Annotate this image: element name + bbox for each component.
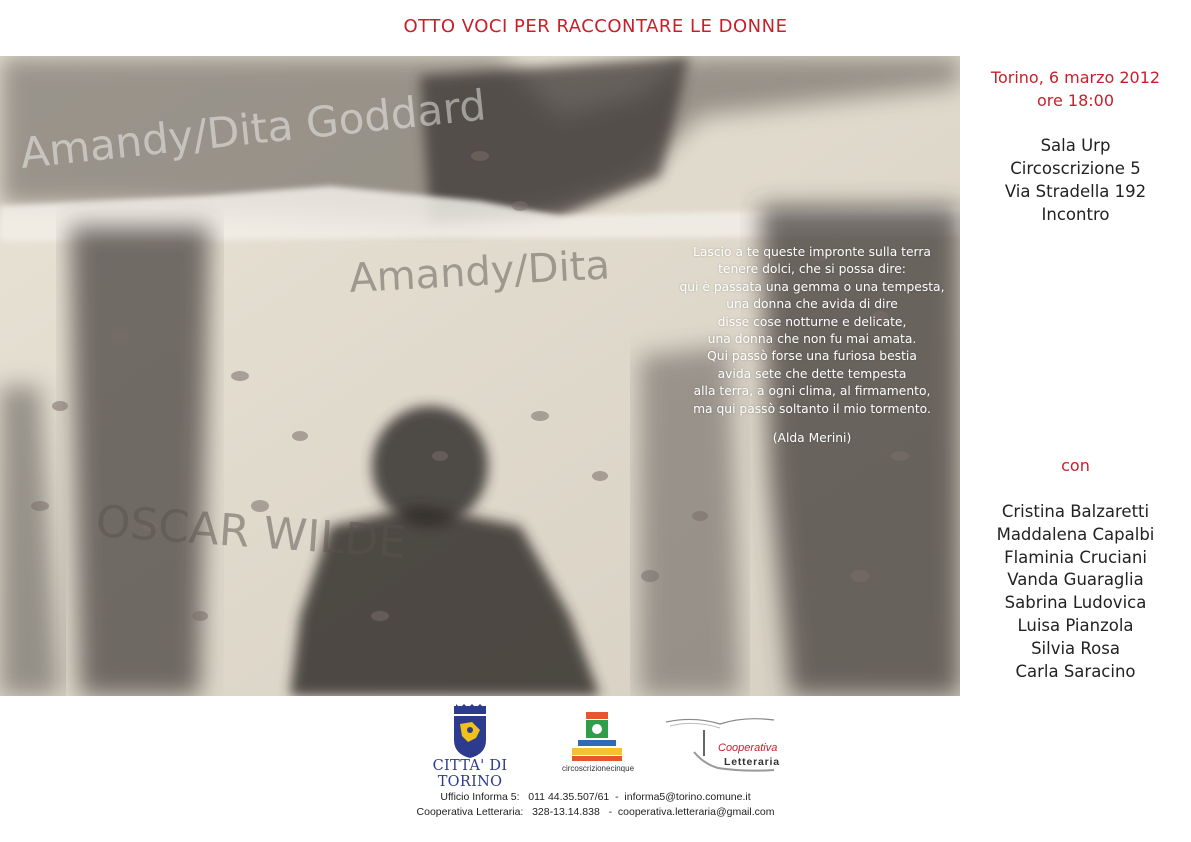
torino-label: CITTA' DI TORINO [432,758,508,790]
poem-line: Qui passò forse una furiosa bestia [707,349,917,364]
graffiti-text: Amandy/Dita [348,242,612,302]
poem [672,244,952,447]
cooperativa-logo [664,712,784,776]
wall-photo [0,56,960,696]
circoscrizione-logo [560,710,636,776]
event-date: Torino, 6 marzo 2012 [990,68,1161,87]
venue-line: Circoscrizione 5 [1010,159,1141,178]
event-venue [960,134,1191,226]
letteraria-label: Letteraria [724,756,780,768]
participants-label: con [1061,456,1090,475]
participant-name: Maddalena Capalbi [996,524,1155,544]
contact-line: Cooperativa Letteraria: 328-13.14.838 - cooperativa.letteraria@gmail.com [416,806,775,818]
participant-name: Silvia Rosa [1031,638,1120,658]
event-time: ore 18:00 [1036,91,1115,110]
contact-info [0,790,1191,820]
participant-name: Flaminia Cruciani [1004,547,1147,567]
contact-line: Ufficio Informa 5: 011 44.35.507/61 - informa5@torino.comune.it [440,791,751,803]
poem-line: tenere dolci, che si possa dire: [718,262,906,277]
poem-line: ma qui passò soltanto il mio tormento. [693,401,931,416]
participant-name: Vanda Guaraglia [1007,570,1144,590]
sponsor-logos [0,704,1191,790]
poster-title: OTTO VOCI PER RACCONTARE LE DONNE [403,16,788,37]
participants-list [960,501,1191,683]
torino-logo [400,704,540,790]
torino-crest-icon [400,704,540,760]
poem-line: una donna che non fu mai amata. [707,332,917,347]
circoscrizione-label: circoscrizionecinque [561,764,635,773]
poem-line: avida sete che dette tempesta [717,366,907,381]
event-datetime [960,66,1191,112]
venue-line: Sala Urp [1040,136,1111,155]
participant-name: Luisa Pianzola [1017,615,1134,635]
poem-line: una donna che avida di dire [726,297,898,312]
venue-line: Via Stradella 192 [1004,182,1147,201]
poem-line: qui è passata una gemma o una tempesta, [679,279,945,294]
poem-author: (Alda Merini) [772,431,852,446]
poem-line: Lascio a te queste impronte sulla terra [693,245,931,259]
poem-line: disse cose notturne e delicate, [717,314,907,329]
graffiti-text: Amandy/Dita Goddard [17,80,489,178]
participant-name: Cristina Balzaretti [1001,502,1150,521]
cooperativa-label: Cooperativa [718,742,778,754]
circoscrizione-icon [560,710,636,764]
poem-line: alla terra, a ogni clima, al firmamento, [693,384,931,399]
participant-name: Sabrina Ludovica [1004,593,1147,613]
venue-line: Incontro [1041,205,1110,224]
graffiti-text: OSCAR WILDE [94,496,408,569]
participant-name: Carla Saracino [1015,661,1136,681]
